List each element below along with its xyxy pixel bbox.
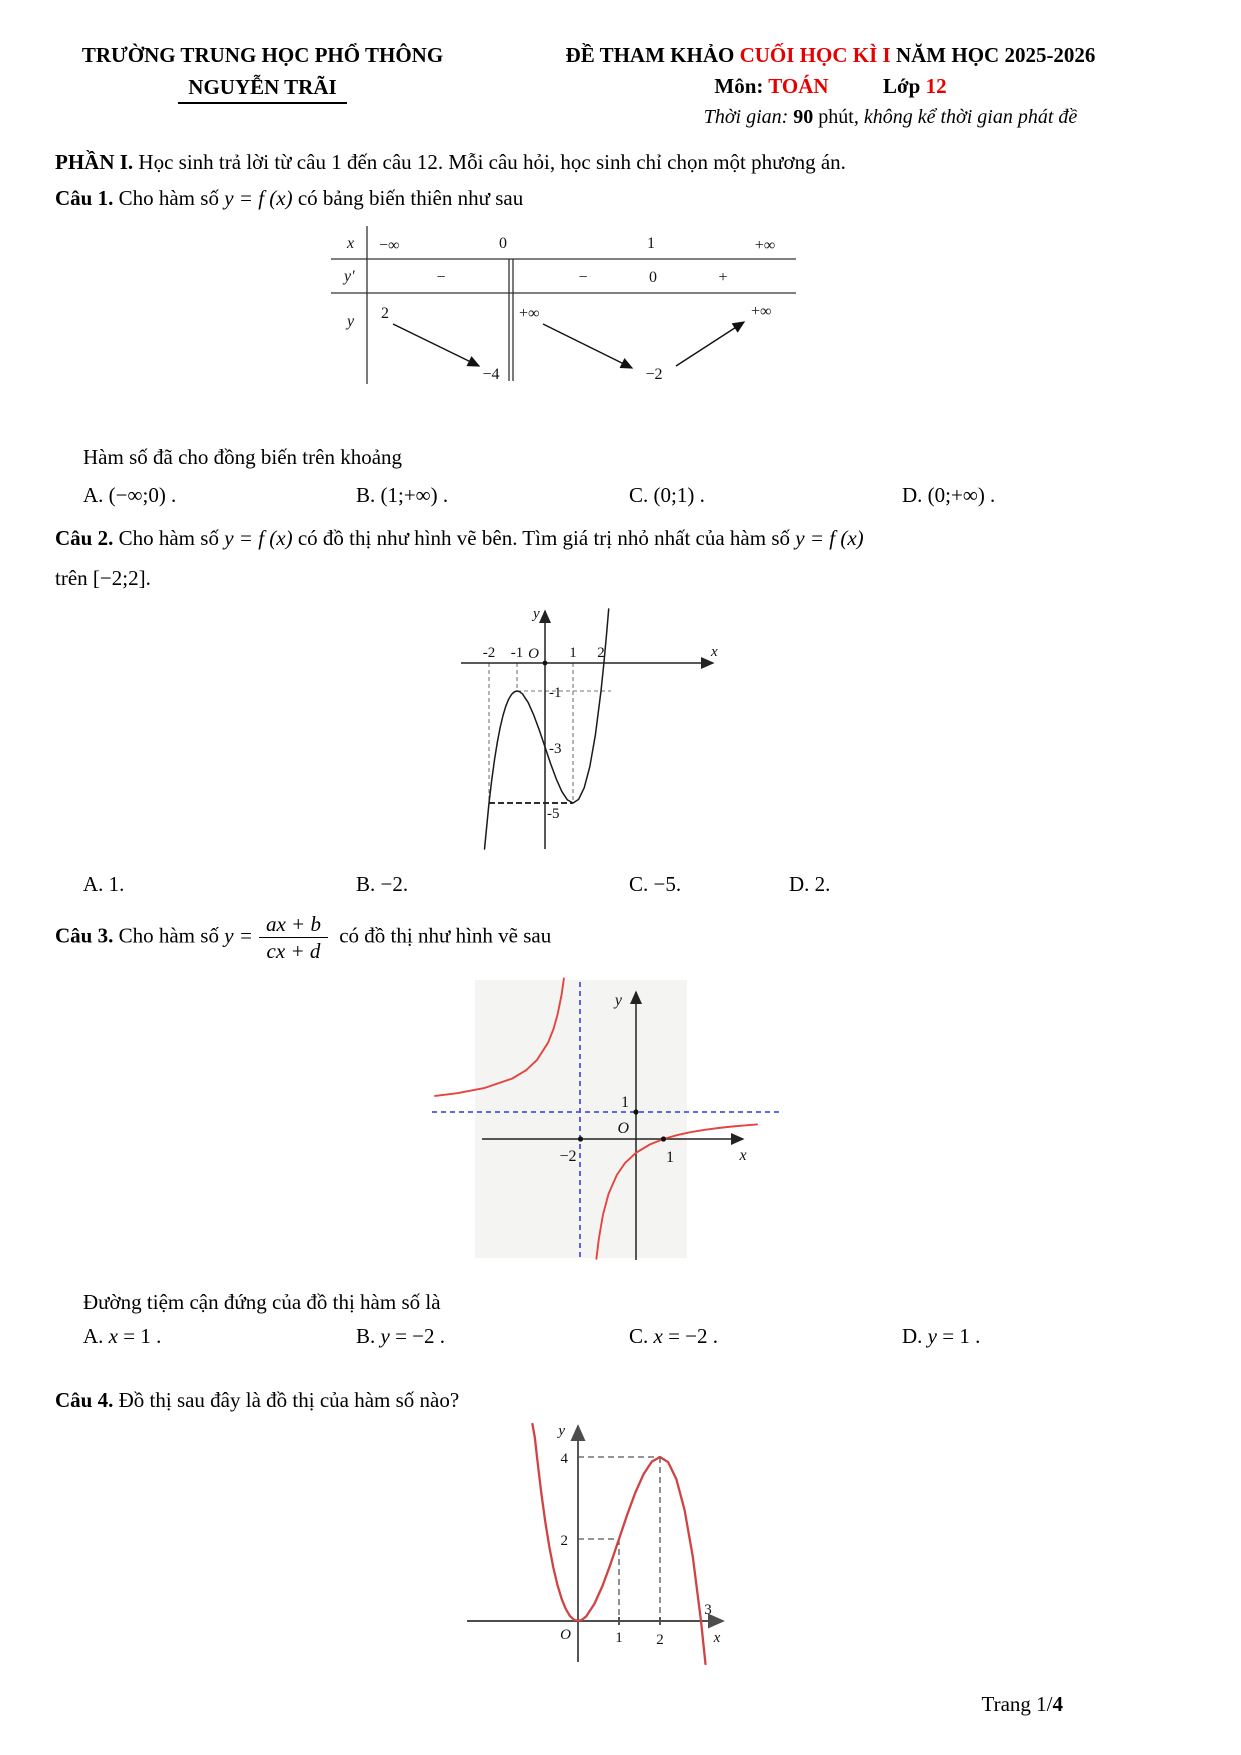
origin-label: O	[560, 1627, 571, 1644]
table-yprime-sign: +	[718, 269, 728, 287]
q2-graph-figure	[455, 601, 1191, 861]
decreasing-arrow	[543, 324, 632, 368]
x-tick-minus2: -2	[482, 644, 496, 661]
q3-options	[55, 1323, 1191, 1351]
figure-background	[475, 980, 687, 1258]
table-y-limit-right: +∞	[519, 305, 540, 323]
option-c	[629, 871, 789, 899]
q4-text: Đồ thị sau đây là đồ thị của hàm số nào?	[118, 1387, 460, 1412]
fraction-denominator: cx + d	[266, 939, 321, 964]
option-key: C.	[629, 1324, 649, 1349]
q2-statement	[55, 525, 1191, 553]
table-x-row-label: x	[347, 235, 355, 253]
part1-heading: PHẦN I.	[55, 149, 134, 174]
option-key: B.	[356, 1324, 376, 1349]
subject-value: TOÁN	[768, 73, 829, 98]
q2-label: Câu 2.	[55, 526, 114, 551]
option-c	[629, 482, 902, 510]
x-tick-3: 3	[704, 1602, 712, 1619]
y-tick-2: 2	[560, 1533, 568, 1550]
q1-pre: Cho hàm số	[118, 185, 219, 210]
subject-label: Môn:	[714, 73, 764, 98]
table-x-value: +∞	[754, 237, 776, 255]
q2-statement-line2	[55, 565, 1191, 593]
option-key: C.	[629, 871, 649, 896]
q2-interval: [−2;2].	[92, 566, 151, 591]
option-d	[902, 482, 995, 510]
table-y-value-end: +∞	[751, 303, 772, 321]
option-key: D.	[789, 871, 810, 896]
table-x-value: −∞	[379, 237, 400, 255]
q1-options	[55, 482, 1191, 510]
school-name-line1: TRƯỜNG TRUNG HỌC PHỔ THÔNG	[81, 43, 444, 67]
option-value: 1.	[108, 871, 125, 896]
option-var: x	[653, 1324, 663, 1349]
decreasing-arrow	[393, 324, 479, 366]
q3-formula-lhs: y =	[224, 923, 253, 948]
x-tick-minus2: −2	[559, 1147, 577, 1165]
q3-post: có đồ thị như hình vẽ sau	[339, 923, 552, 948]
option-value: (−∞;0) .	[108, 482, 177, 507]
point-minus2-0	[578, 1136, 583, 1141]
school-block	[55, 42, 470, 131]
y-axis-label: y	[614, 991, 622, 1009]
q2-mid: có đồ thị như hình vẽ bên. Tìm giá trị nhỏ nhất của hàm số	[297, 526, 791, 551]
exam-title-pre: ĐỀ THAM KHẢO	[565, 43, 740, 67]
option-value: −2.	[380, 871, 409, 896]
page-number-total: 4	[1052, 1692, 1063, 1717]
option-var: y	[927, 1324, 937, 1349]
q3-label: Câu 3.	[55, 923, 114, 948]
exam-title-post: NĂM HỌC 2025-2026	[890, 43, 1096, 67]
option-a	[83, 1323, 356, 1351]
x-axis-label: x	[713, 1630, 721, 1647]
option-key: D.	[902, 482, 923, 507]
option-key: D.	[902, 1324, 923, 1349]
q2-formula-2: y = f (x)	[795, 526, 864, 551]
table-yprime-sign: −	[436, 269, 446, 287]
school-name-line2: NGUYỄN TRÃI	[178, 74, 346, 105]
x-tick-2: 2	[656, 1632, 664, 1649]
cubic-graph-red	[441, 1418, 733, 1668]
q4-label: Câu 4.	[55, 1387, 114, 1412]
q1-formula: y = f (x)	[224, 185, 293, 210]
q4-statement	[55, 1387, 1191, 1415]
option-c	[629, 1323, 902, 1351]
y-tick-minus5: -5	[547, 805, 560, 822]
table-yprime-row-label: y′	[344, 268, 355, 286]
q1-post: có bảng biến thiên như sau	[297, 185, 524, 210]
class-label: Lớp	[883, 73, 921, 98]
q1-question: Hàm số đã cho đồng biến trên khoảng	[83, 444, 403, 469]
exam-title-highlight: CUỐI HỌC KÌ I	[739, 43, 891, 67]
q2-options	[55, 871, 1191, 899]
option-key: B.	[356, 871, 376, 896]
q1-statement	[55, 185, 1191, 213]
table-x-value: 0	[499, 235, 507, 253]
option-var: y	[380, 1324, 390, 1349]
table-yprime-sign: 0	[649, 269, 657, 287]
table-yprime-sign: −	[578, 269, 588, 287]
y-tick-4: 4	[560, 1451, 568, 1468]
option-value: 2.	[814, 871, 831, 896]
time-label: Thời gian:	[703, 106, 789, 129]
exam-title-block	[470, 42, 1191, 131]
option-key: A.	[83, 871, 104, 896]
origin-dot	[543, 660, 548, 665]
option-b	[356, 1323, 629, 1351]
q3-question: Đường tiệm cận đứng của đồ thị hàm số là	[83, 1290, 441, 1315]
table-y-value-start: 2	[381, 305, 389, 323]
q3-graph-figure	[427, 970, 1191, 1278]
q1-label: Câu 1.	[55, 185, 114, 210]
option-value: = 1 .	[123, 1324, 162, 1349]
x-tick-1: 1	[569, 644, 577, 661]
option-key: C.	[629, 482, 649, 507]
y-tick-1: 1	[621, 1093, 629, 1111]
option-a	[83, 482, 356, 510]
y-axis-label: y	[558, 1423, 565, 1440]
increasing-arrow	[676, 322, 744, 366]
part1-instruction: Học sinh trả lời từ câu 1 đến câu 12. Mỗi câu hỏi, học sinh chỉ chọn một phương án.	[138, 149, 846, 174]
time-minutes: 90	[793, 106, 814, 129]
exam-title	[470, 42, 1191, 70]
option-key: A.	[83, 1324, 104, 1349]
option-value: = −2 .	[668, 1324, 719, 1349]
option-var: x	[108, 1324, 118, 1349]
fraction-numerator: ax + b	[259, 912, 328, 938]
table-y-limit-left: −4	[482, 366, 500, 384]
q3-fraction	[259, 912, 328, 963]
option-a	[83, 871, 356, 899]
table-y-min: −2	[645, 366, 663, 384]
cubic-graph	[455, 601, 725, 853]
y-tick-minus1: -1	[549, 684, 562, 701]
q2-formula-1: y = f (x)	[224, 526, 293, 551]
option-value: (1;+∞) .	[380, 482, 449, 507]
option-b	[356, 482, 629, 510]
time-unit: phút,	[818, 106, 859, 129]
q2-line2-pre: trên	[55, 566, 88, 591]
option-key: B.	[356, 482, 376, 507]
header	[55, 42, 1191, 131]
class-value: 12	[925, 73, 947, 98]
option-value: (0;+∞) .	[927, 482, 996, 507]
origin-label: O	[528, 645, 539, 662]
page-footer	[982, 1691, 1064, 1719]
option-key: A.	[83, 482, 104, 507]
q2-pre: Cho hàm số	[118, 526, 219, 551]
time-line	[590, 104, 1191, 130]
option-value: = −2 .	[395, 1324, 446, 1349]
x-tick-2: 2	[597, 644, 605, 661]
option-value: −5.	[653, 871, 682, 896]
q1-variation-table-figure	[331, 226, 1191, 392]
part1-heading-line	[55, 149, 1191, 177]
page-number-pre: Trang 1/	[981, 1692, 1053, 1717]
option-d	[789, 871, 830, 899]
q3-statement	[55, 912, 1191, 963]
variation-table	[331, 226, 796, 384]
option-value: = 1 .	[942, 1324, 981, 1349]
origin-label: O	[617, 1119, 629, 1137]
y-tick-minus3: -3	[549, 740, 562, 757]
q3-pre: Cho hàm số	[118, 923, 219, 948]
table-x-value: 1	[647, 235, 655, 253]
option-b	[356, 871, 629, 899]
x-tick-1: 1	[666, 1148, 674, 1166]
x-tick-minus1: -1	[510, 644, 524, 661]
time-note: không kể thời gian phát đề	[863, 106, 1078, 129]
option-d	[902, 1323, 980, 1351]
point-1-0	[661, 1136, 666, 1141]
x-axis-label: x	[711, 643, 718, 660]
y-axis-label: y	[533, 605, 540, 622]
table-y-row-label: y	[347, 313, 355, 331]
x-axis-label: x	[739, 1146, 747, 1164]
x-tick-1: 1	[615, 1630, 623, 1647]
point-0-1	[633, 1109, 638, 1114]
option-value: (0;1) .	[653, 482, 705, 507]
q4-graph-figure	[441, 1418, 1191, 1676]
rational-function-graph	[427, 970, 792, 1270]
subject-line	[470, 73, 1191, 101]
